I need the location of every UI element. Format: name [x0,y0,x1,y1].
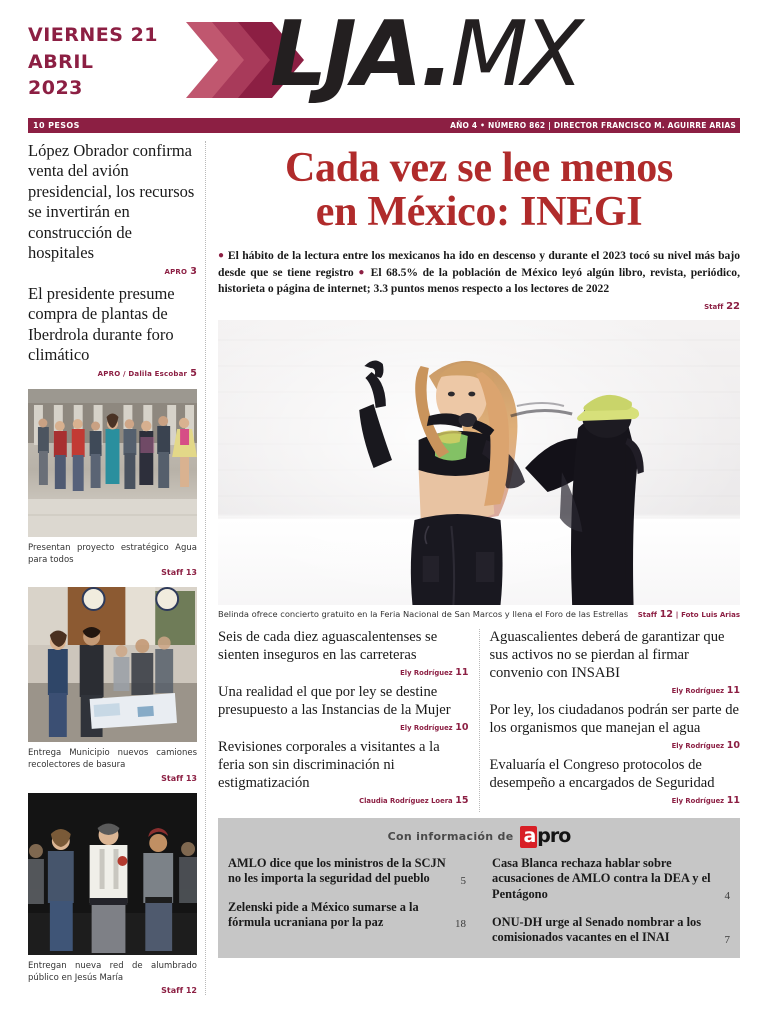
left-column [28,141,206,995]
left-photo-source-2: Staff [161,773,184,783]
deck-text-2: El 68.5% de la población de México leyó algún libro, revista, periódico, historieta o página de internet; 3.3 puntos menos respecto a los lectores de 2022 [218,265,740,296]
story-page: 15 [455,794,469,806]
apro-column-right [478,856,730,946]
story-page: 11 [726,794,740,806]
logo-dot: . [420,2,451,107]
hero-credit-source: Staff [637,610,657,619]
hero-credit [638,609,740,620]
story-credit [218,722,469,733]
story-headline: Evaluaría el Congreso protocolos de desempeño a encargados de Seguridad [489,757,715,791]
left-photo-2 [28,587,197,742]
apro-item[interactable] [492,856,730,902]
story-page: 10 [455,722,469,734]
hero-photo[interactable] [218,320,740,605]
issue-date-line-2: ABRIL [28,50,94,73]
apro-item-title: AMLO dice que los ministros de la SCJN no les importa la seguridad del pueblo [228,855,446,886]
left-lead-story-1[interactable] [28,141,197,277]
apro-item-page: 5 [460,874,466,887]
hero-caption-row [218,609,740,621]
issue-info-bar [28,118,740,133]
left-photo-credit-2 [28,774,197,783]
left-photo-block-1[interactable] [28,389,197,578]
hero-caption: Belinda ofrece concierto gratuito en la Feria Nacional de San Marcos y llena el Foro de las Estrellas [218,608,629,619]
apro-column-left [228,856,478,946]
apro-item-page: 4 [724,890,730,902]
left-lead-credit-2 [28,368,197,379]
hero-credit-separator: | [675,610,679,619]
left-photo-block-2[interactable] [28,587,197,783]
story-author: Ely Rodríguez [671,742,725,750]
logo-suffix-text: MX [450,2,578,107]
apro-item-title: ONU-DH urge al Senado nombrar a los comisionados vacantes en el INAI [492,915,702,945]
left-lead-source-1: APRO [164,267,188,276]
story-item[interactable] [218,739,469,806]
apro-section-header [228,826,730,848]
left-lead-credit-1 [28,266,197,277]
story-author: Claudia Rodríguez Loera [359,796,453,805]
masthead [0,0,768,118]
main-column [206,141,740,995]
story-item[interactable] [490,757,741,806]
left-photo-3 [28,793,197,955]
issue-date [28,16,178,103]
apro-logo-rest: pro [537,825,571,848]
issue-date-line-1: VIERNES 21 [28,23,159,46]
story-page: 10 [726,740,740,751]
left-photo-credit-3 [28,986,197,995]
story-credit [490,795,741,806]
main-deck-page: 22 [726,300,740,312]
site-logo [270,2,578,107]
left-lead-headline-1: López Obrador confirma venta del avión presidencial, los recursos se invertirán en construcción de hospitales [28,141,195,263]
left-lead-page-1: 3 [190,265,197,277]
main-deck [218,248,740,297]
left-photo-caption-2: Entrega Municipio nuevos camiones recolectores de basura [28,748,197,771]
apro-items-grid [228,856,730,946]
apro-item-page: 7 [724,933,730,946]
deck-bullet-icon-1: ● [218,250,225,262]
left-photo-block-3[interactable] [28,793,197,996]
story-headline: Una realidad el que por ley se destine presupuesto a las Instancias de la Mujer [218,684,451,719]
deck-text-1: El hábito de la lectura entre los mexicanos ha ido en descenso y durante el 2023 tocó su nivel más bajo desde que se tiene registro [218,249,741,279]
left-lead-headline-2: El presidente presume compra de plantas de Iberdrola durante foro climático [28,283,175,365]
left-photo-page-1: 13 [185,568,197,578]
story-page: 11 [455,667,469,679]
hero-credit-page: 12 [659,608,673,620]
story-item[interactable] [218,684,469,733]
story-columns [218,629,740,812]
apro-logo [520,826,570,848]
story-item[interactable] [490,702,741,751]
logo-main-text: LJA [270,2,421,107]
issue-date-line-3: 2023 [28,77,83,100]
left-lead-page-2: 5 [190,367,197,379]
main-headline-line-1: Cada vez se lee menos [285,145,673,191]
left-photo-caption-1: Presentan proyecto estratégico Agua para todos [28,542,197,565]
left-photo-caption-3: Entregan nueva red de alumbrado público en Jesús María [28,960,197,984]
apro-item-title: Casa Blanca rechaza hablar sobre acusaciones de AMLO contra la DEA y el Pentágono [492,855,711,901]
story-author: Ely Rodríguez [671,796,725,805]
left-lead-source-2: APRO / [97,369,129,378]
left-photo-source-3: Staff [161,986,184,996]
left-lead-author-2: Dalila Escobar [128,369,188,378]
story-item[interactable] [490,629,741,696]
left-photo-1 [28,389,197,537]
apro-item[interactable] [228,900,466,931]
logo-area[interactable] [178,0,768,118]
apro-item[interactable] [492,915,730,946]
deck-bullet-icon-2: ● [358,266,367,278]
left-photo-page-3: 12 [185,986,197,996]
left-photo-credit-1 [28,568,197,577]
story-credit [490,685,741,696]
apro-item-page: 18 [455,918,466,931]
hero-photo-author: Luis Arias [701,610,740,619]
story-headline: Seis de cada diez aguascalentenses se sienten inseguros en las carreteras [218,629,438,664]
story-headline: Revisiones corporales a visitantes a la feria son sin discriminación ni estigmatización [218,739,440,791]
story-author: Ely Rodríguez [671,687,725,696]
story-credit [218,667,469,678]
story-column-right [480,629,741,812]
left-photo-page-2: 13 [185,773,197,783]
price-label: 10 PESOS [33,121,80,130]
left-lead-story-2[interactable] [28,284,197,379]
apro-item-title: Zelenski pide a México sumarse a la fórmula ucraniana por la paz [228,899,419,929]
story-headline: Aguascalientes deberá de garantizar que sus activos no se pierdan al firmar convenio con INSABI [489,629,725,682]
hero-photo-label: Foto [681,610,699,619]
apro-item[interactable] [228,856,466,887]
story-credit [490,740,741,751]
page-body [0,141,768,995]
story-credit [218,795,469,806]
story-headline: Por ley, los ciudadanos podrán ser parte de los organismos que manejan el agua [489,702,740,737]
issue-details: AÑO 4 • NÚMERO 862 | DIRECTOR FRANCISCO M. AGUIRRE ARIAS [450,121,736,130]
story-author: Ely Rodríguez [400,669,453,678]
apro-header-text: Con información de [387,830,514,844]
left-photo-source-1: Staff [161,568,184,578]
page-title [218,147,740,234]
main-deck-credit [218,301,740,312]
story-author: Ely Rodríguez [400,724,453,733]
main-deck-source: Staff [704,302,724,311]
story-column-left [218,629,480,812]
story-item[interactable] [218,629,469,678]
story-page: 11 [726,685,740,697]
main-headline-line-2: en México: INEGI [315,188,643,235]
apro-section [218,818,740,958]
apro-logo-initial: a [520,826,537,848]
